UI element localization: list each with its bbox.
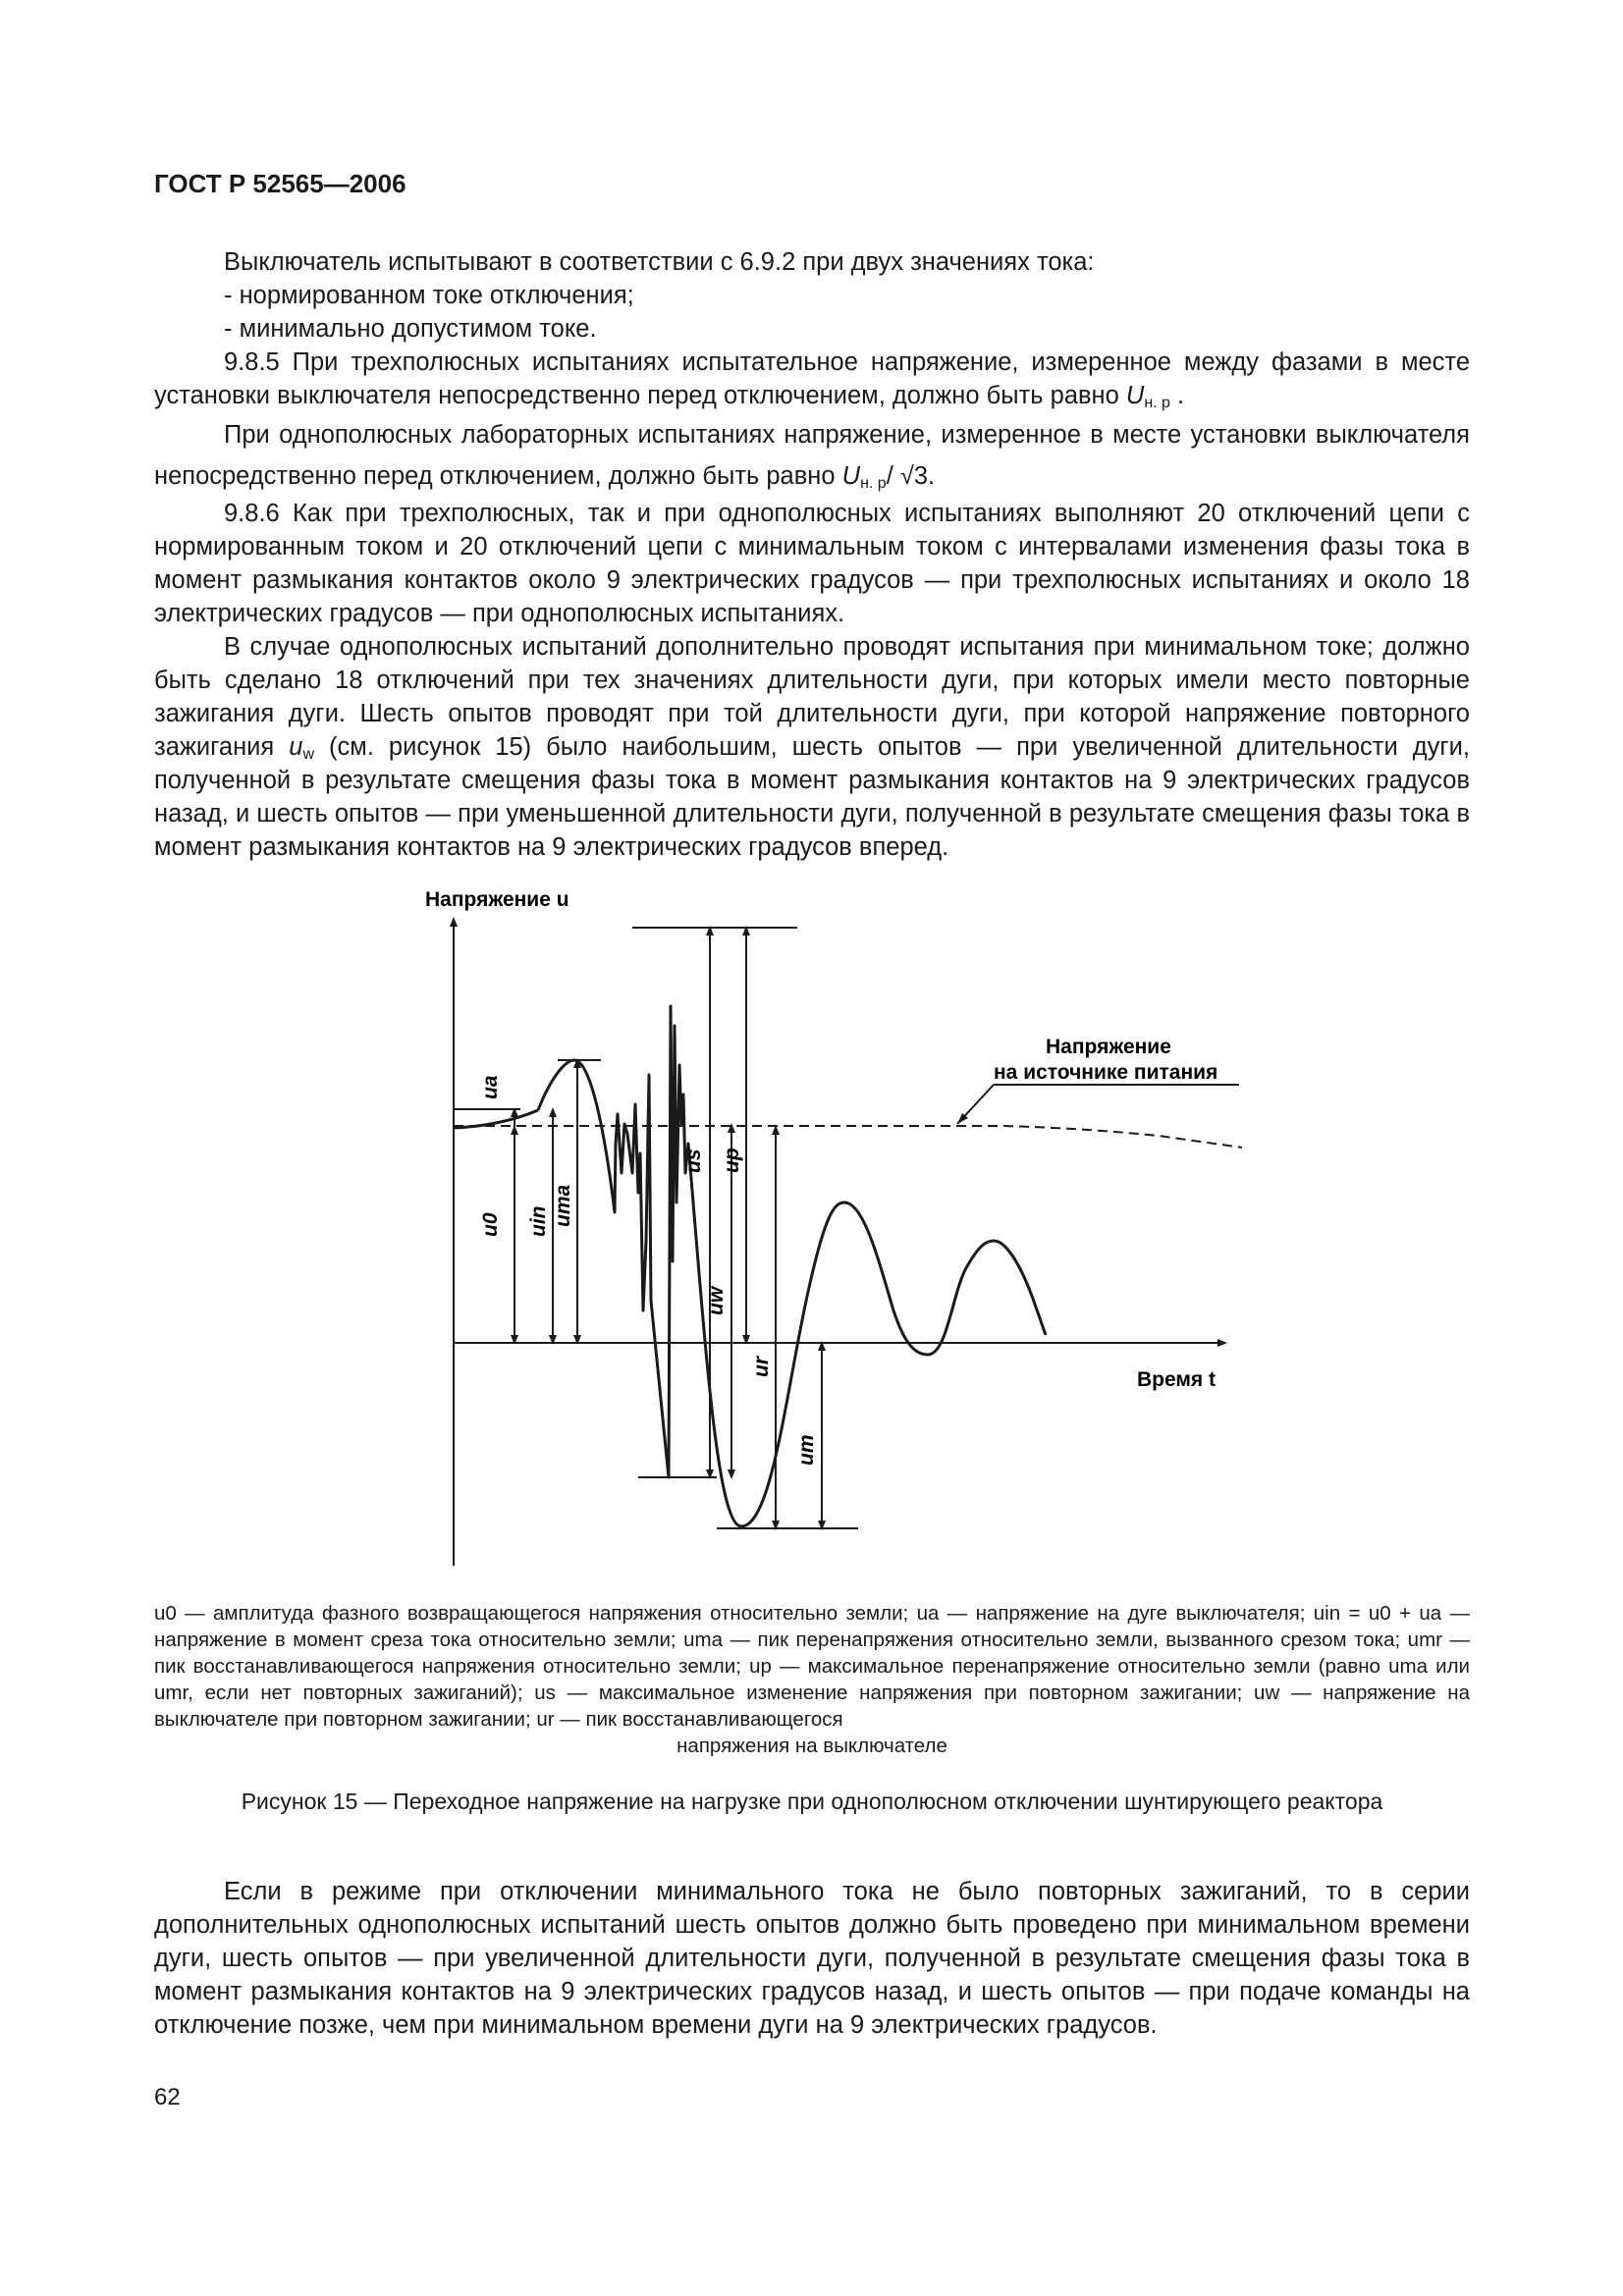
paragraph-no-restrikes: Если в режиме при отключении минимального тока не было повторных зажиганий, то в серии дополнительных однополюсных испытаний шесть опытов должно быть проведено при минимальном времени дуги, шесть опытов — при увеличенной длительности дуги, полученной в результате смещения фазы тока в момент размыкания контактов на 9 электрических градусов назад, и шесть опытов — при подаче команды на отключение позже, чем при минимальном времени дуги на 9 электрических градусов. bbox=[154, 1878, 1470, 2039]
paragraph-9-8-5 bbox=[154, 346, 1470, 412]
standard-header: ГОСТ Р 52565—2006 bbox=[154, 169, 406, 198]
main-text bbox=[154, 245, 1470, 864]
uw-subscript: w bbox=[302, 746, 315, 763]
source-voltage-line bbox=[454, 1126, 1242, 1148]
label-uma: uma bbox=[552, 1184, 574, 1227]
list-item-min-current: - минимально допустимом токе. bbox=[224, 315, 597, 343]
legend-last-line: напряжения на выключателе bbox=[676, 1735, 947, 1757]
paragraph-9-8-6: 9.8.6 Как при трехполюсных, так и при однополюсных испытаниях выполняют 20 отключений цепи с нормированным током и 20 отключений цепи с минимальным током с интервалами изменения фазы тока в момент размыкания контактов около 9 электрических градусов — при трехполюсных испытаниях и около 18 электрических градусов — при однополюсных испытаниях. bbox=[154, 500, 1470, 627]
voltage-symbol-2: U bbox=[841, 462, 861, 490]
page-number: 62 bbox=[154, 2084, 181, 2110]
label-uin: uin bbox=[527, 1205, 550, 1237]
legend-definitions: u0 — амплитуда фазного возвращающегося напряжения относительно земли; ua — напряжение на дуге выключателя; uin = u0 + ua — напряжение в момент среза тока относительно земли; uma — пик перенапряжения относительно земли, вызванного срезом тока; umr — пик восстанавливающегося напряжения относительно земли; up — максимальное перенапряжение относительно земли (равно uma или umr, если нет повторных зажиганий); us — максимальное изменение напряжения при повторном зажигании; uw — напряжение на выключателе при повторном зажигании; ur — пик восстанавливающегося bbox=[154, 1602, 1470, 1731]
closing-text bbox=[154, 1875, 1470, 2042]
source-label-line1: Напряжение bbox=[1046, 1036, 1171, 1058]
figure-caption: Рисунок 15 — Переходное напряжение на нагрузке при однополюсном отключении шунтирующего реактора bbox=[241, 1789, 1383, 1814]
voltage-subscript: н. р bbox=[1144, 395, 1170, 411]
paragraph-9-8-5-text: 9.8.5 При трехполюсных испытаниях испытательное напряжение, измеренное между фазами в месте установки выключателя непосредственно перед отключением, должно быть равно bbox=[154, 348, 1470, 409]
voltage-symbol: U bbox=[1125, 382, 1145, 409]
figure-legend bbox=[154, 1600, 1470, 1759]
paragraph-single-pole-text: При однополюсных лабораторных испытаниях напряжение, измеренное в месте установки выключателя непосредственно перед отключением, должно быть равно bbox=[154, 421, 1470, 490]
paragraph-single-pole-voltage bbox=[154, 414, 1470, 497]
label-us: us bbox=[682, 1148, 705, 1173]
label-uw: uw bbox=[705, 1286, 728, 1315]
paragraph-9-8-5-end: . bbox=[1177, 382, 1185, 409]
paragraph-intro: Выключатель испытывают в соответствии с 6.9.2 при двух значениях тока: bbox=[224, 248, 1095, 276]
figure-15 bbox=[393, 879, 1276, 1566]
label-up: up bbox=[721, 1148, 743, 1173]
label-u0: u0 bbox=[479, 1212, 502, 1237]
paragraph-single-pole-tests bbox=[154, 630, 1470, 864]
label-ua: ua bbox=[479, 1075, 502, 1099]
x-axis-label: Время t bbox=[1137, 1368, 1217, 1391]
label-um: um bbox=[795, 1434, 818, 1466]
paragraph-tests-text-a: В случае однополюсных испытаний дополнительно проводят испытания при минимальном токе; должно быть сделано 18 отключений при тех значениях длительности дуги, при которых имели место повторные зажигания дуги. Шесть опытов проводят при той длительности дуги, при которой напряжение повторного зажигания bbox=[154, 633, 1470, 761]
label-ur: ur bbox=[750, 1357, 773, 1377]
voltage-subscript-2: н. р bbox=[860, 475, 887, 492]
paragraph-tests-text-b: (см. рисунок 15) было наибольшим, шесть опытов — при увеличенной длительности дуги, полученной в результате смещения фазы тока в момент размыкания контактов на 9 электрических градусов назад, и шесть опытов — при уменьшенной длительности дуги, полученной в результате смещения фазы тока в момент размыкания контактов на 9 электрических градусов вперед. bbox=[154, 733, 1470, 861]
sqrt3-formula: / √3. bbox=[886, 462, 936, 490]
voltage-diagram bbox=[393, 879, 1276, 1566]
uw-symbol: u bbox=[289, 733, 303, 761]
y-axis-label: Напряжение u bbox=[425, 888, 569, 911]
source-label-line2: на источнике питания bbox=[994, 1061, 1218, 1084]
transient-voltage-curve bbox=[538, 1006, 1046, 1526]
list-item-rated-current: - нормированном токе отключения; bbox=[224, 282, 634, 309]
